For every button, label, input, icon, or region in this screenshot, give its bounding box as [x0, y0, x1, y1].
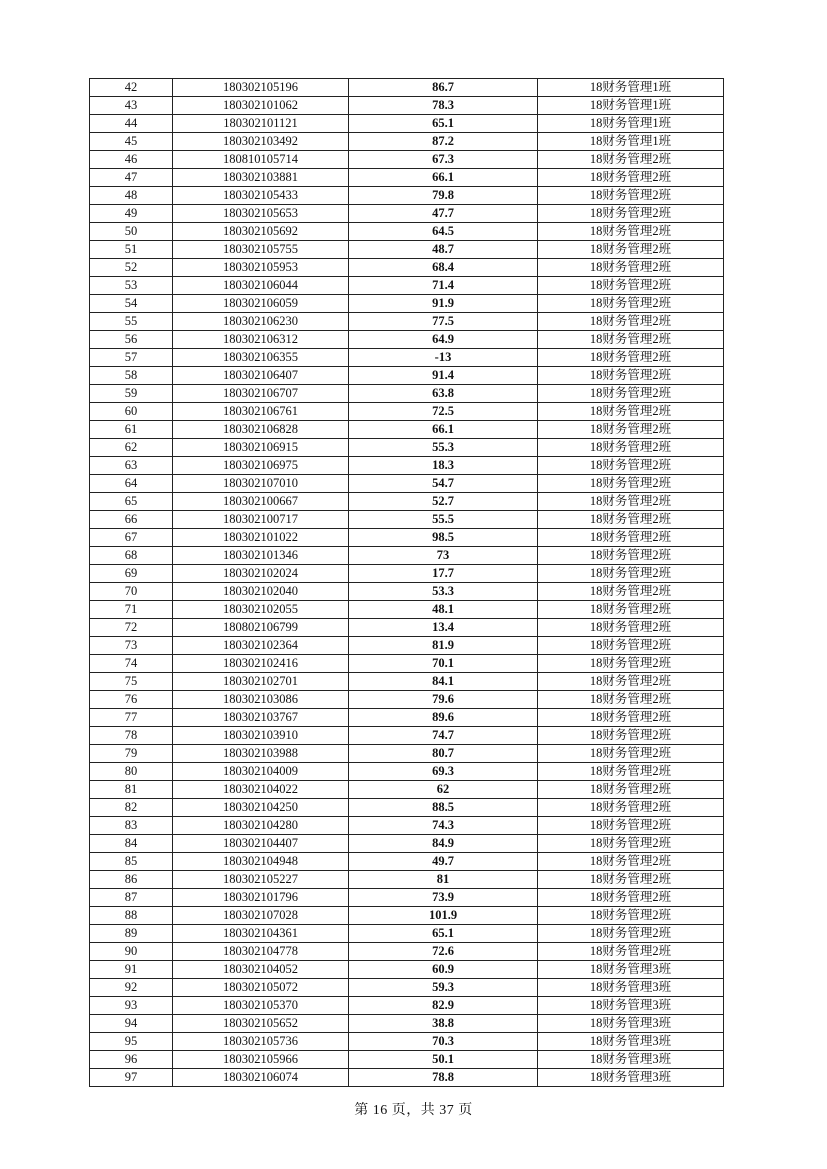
class-name-cell: 18财务管理2班 — [538, 493, 724, 511]
table-row — [90, 637, 724, 655]
score-cell: 48.7 — [349, 241, 538, 259]
class-name-cell: 18财务管理2班 — [538, 331, 724, 349]
student-id-cell: 180302105953 — [173, 259, 349, 277]
student-id-cell: 180302105653 — [173, 205, 349, 223]
row-number-cell: 78 — [90, 727, 173, 745]
score-table-body — [90, 79, 724, 1087]
table-row — [90, 187, 724, 205]
table-row — [90, 277, 724, 295]
class-name-cell: 18财务管理2班 — [538, 871, 724, 889]
score-cell: 47.7 — [349, 205, 538, 223]
row-number-cell: 60 — [90, 403, 173, 421]
score-cell: 81.9 — [349, 637, 538, 655]
table-row — [90, 97, 724, 115]
student-id-cell: 180302103086 — [173, 691, 349, 709]
student-id-cell: 180302106059 — [173, 295, 349, 313]
class-name-cell: 18财务管理2班 — [538, 403, 724, 421]
row-number-cell: 84 — [90, 835, 173, 853]
student-id-cell: 180302101346 — [173, 547, 349, 565]
row-number-cell: 65 — [90, 493, 173, 511]
score-cell: 49.7 — [349, 853, 538, 871]
table-row — [90, 925, 724, 943]
score-cell: 87.2 — [349, 133, 538, 151]
student-id-cell: 180302106312 — [173, 331, 349, 349]
row-number-cell: 46 — [90, 151, 173, 169]
class-name-cell: 18财务管理2班 — [538, 439, 724, 457]
table-row — [90, 151, 724, 169]
score-cell: 50.1 — [349, 1051, 538, 1069]
class-name-cell: 18财务管理2班 — [538, 205, 724, 223]
table-row — [90, 799, 724, 817]
score-cell: 65.1 — [349, 115, 538, 133]
row-number-cell: 44 — [90, 115, 173, 133]
class-name-cell: 18财务管理2班 — [538, 817, 724, 835]
class-name-cell: 18财务管理2班 — [538, 547, 724, 565]
student-id-cell: 180302102364 — [173, 637, 349, 655]
row-number-cell: 97 — [90, 1069, 173, 1087]
score-cell: 63.8 — [349, 385, 538, 403]
score-cell: 55.5 — [349, 511, 538, 529]
table-row — [90, 1015, 724, 1033]
student-id-cell: 180302104280 — [173, 817, 349, 835]
table-row — [90, 1051, 724, 1069]
row-number-cell: 53 — [90, 277, 173, 295]
table-row — [90, 853, 724, 871]
score-table — [89, 78, 724, 1087]
score-cell: 70.1 — [349, 655, 538, 673]
score-cell: 48.1 — [349, 601, 538, 619]
student-id-cell: 180802106799 — [173, 619, 349, 637]
student-id-cell: 180302105736 — [173, 1033, 349, 1051]
table-row — [90, 115, 724, 133]
row-number-cell: 80 — [90, 763, 173, 781]
table-row — [90, 457, 724, 475]
class-name-cell: 18财务管理1班 — [538, 115, 724, 133]
student-id-cell: 180302106707 — [173, 385, 349, 403]
score-cell: 91.9 — [349, 295, 538, 313]
score-cell: 68.4 — [349, 259, 538, 277]
student-id-cell: 180302104009 — [173, 763, 349, 781]
class-name-cell: 18财务管理2班 — [538, 655, 724, 673]
class-name-cell: 18财务管理2班 — [538, 763, 724, 781]
score-cell: 64.9 — [349, 331, 538, 349]
student-id-cell: 180302107010 — [173, 475, 349, 493]
table-row — [90, 331, 724, 349]
score-cell: 53.3 — [349, 583, 538, 601]
class-name-cell: 18财务管理2班 — [538, 835, 724, 853]
table-row — [90, 205, 724, 223]
score-cell: 84.9 — [349, 835, 538, 853]
row-number-cell: 67 — [90, 529, 173, 547]
class-name-cell: 18财务管理2班 — [538, 889, 724, 907]
student-id-cell: 180302105652 — [173, 1015, 349, 1033]
class-name-cell: 18财务管理2班 — [538, 943, 724, 961]
row-number-cell: 89 — [90, 925, 173, 943]
student-id-cell: 180302101121 — [173, 115, 349, 133]
class-name-cell: 18财务管理3班 — [538, 997, 724, 1015]
score-cell: 80.7 — [349, 745, 538, 763]
class-name-cell: 18财务管理2班 — [538, 583, 724, 601]
table-row — [90, 223, 724, 241]
student-id-cell: 180302107028 — [173, 907, 349, 925]
table-row — [90, 295, 724, 313]
table-row — [90, 871, 724, 889]
table-row — [90, 943, 724, 961]
table-row — [90, 835, 724, 853]
student-id-cell: 180302104052 — [173, 961, 349, 979]
row-number-cell: 51 — [90, 241, 173, 259]
student-id-cell: 180302106975 — [173, 457, 349, 475]
class-name-cell: 18财务管理2班 — [538, 349, 724, 367]
score-cell: 66.1 — [349, 169, 538, 187]
student-id-cell: 180302102416 — [173, 655, 349, 673]
table-row — [90, 961, 724, 979]
row-number-cell: 47 — [90, 169, 173, 187]
class-name-cell: 18财务管理2班 — [538, 457, 724, 475]
student-id-cell: 180810105714 — [173, 151, 349, 169]
table-row — [90, 889, 724, 907]
table-row — [90, 241, 724, 259]
score-cell: 13.4 — [349, 619, 538, 637]
table-row — [90, 439, 724, 457]
score-cell: 79.8 — [349, 187, 538, 205]
student-id-cell: 180302103910 — [173, 727, 349, 745]
table-row — [90, 421, 724, 439]
class-name-cell: 18财务管理2班 — [538, 781, 724, 799]
student-id-cell: 180302105433 — [173, 187, 349, 205]
student-id-cell: 180302102055 — [173, 601, 349, 619]
score-cell: 78.8 — [349, 1069, 538, 1087]
score-cell: 52.7 — [349, 493, 538, 511]
student-id-cell: 180302103767 — [173, 709, 349, 727]
class-name-cell: 18财务管理2班 — [538, 475, 724, 493]
student-id-cell: 180302105227 — [173, 871, 349, 889]
class-name-cell: 18财务管理2班 — [538, 673, 724, 691]
score-cell: 70.3 — [349, 1033, 538, 1051]
table-row — [90, 511, 724, 529]
student-id-cell: 180302105692 — [173, 223, 349, 241]
table-row — [90, 997, 724, 1015]
class-name-cell: 18财务管理2班 — [538, 529, 724, 547]
table-row — [90, 979, 724, 997]
score-cell: 17.7 — [349, 565, 538, 583]
score-cell: 84.1 — [349, 673, 538, 691]
student-id-cell: 180302106915 — [173, 439, 349, 457]
table-row — [90, 727, 724, 745]
table-row — [90, 655, 724, 673]
student-id-cell: 180302106044 — [173, 277, 349, 295]
student-id-cell: 180302105755 — [173, 241, 349, 259]
row-number-cell: 82 — [90, 799, 173, 817]
student-id-cell: 180302101062 — [173, 97, 349, 115]
table-row — [90, 583, 724, 601]
class-name-cell: 18财务管理2班 — [538, 385, 724, 403]
score-cell: 67.3 — [349, 151, 538, 169]
row-number-cell: 69 — [90, 565, 173, 583]
class-name-cell: 18财务管理2班 — [538, 511, 724, 529]
class-name-cell: 18财务管理3班 — [538, 979, 724, 997]
class-name-cell: 18财务管理2班 — [538, 421, 724, 439]
row-number-cell: 76 — [90, 691, 173, 709]
table-row — [90, 169, 724, 187]
row-number-cell: 85 — [90, 853, 173, 871]
class-name-cell: 18财务管理2班 — [538, 367, 724, 385]
score-cell: 55.3 — [349, 439, 538, 457]
class-name-cell: 18财务管理3班 — [538, 1033, 724, 1051]
score-cell: -13 — [349, 349, 538, 367]
student-id-cell: 180302101022 — [173, 529, 349, 547]
table-row — [90, 691, 724, 709]
row-number-cell: 86 — [90, 871, 173, 889]
table-row — [90, 259, 724, 277]
table-row — [90, 817, 724, 835]
table-row — [90, 79, 724, 97]
student-id-cell: 180302104361 — [173, 925, 349, 943]
table-row — [90, 1033, 724, 1051]
class-name-cell: 18财务管理2班 — [538, 313, 724, 331]
row-number-cell: 83 — [90, 817, 173, 835]
score-cell: 38.8 — [349, 1015, 538, 1033]
class-name-cell: 18财务管理2班 — [538, 295, 724, 313]
class-name-cell: 18财务管理2班 — [538, 601, 724, 619]
score-cell: 18.3 — [349, 457, 538, 475]
class-name-cell: 18财务管理2班 — [538, 709, 724, 727]
class-name-cell: 18财务管理2班 — [538, 925, 724, 943]
row-number-cell: 61 — [90, 421, 173, 439]
student-id-cell: 180302100717 — [173, 511, 349, 529]
student-id-cell: 180302105072 — [173, 979, 349, 997]
student-id-cell: 180302104250 — [173, 799, 349, 817]
table-row — [90, 619, 724, 637]
class-name-cell: 18财务管理2班 — [538, 853, 724, 871]
class-name-cell: 18财务管理3班 — [538, 1069, 724, 1087]
row-number-cell: 58 — [90, 367, 173, 385]
class-name-cell: 18财务管理2班 — [538, 187, 724, 205]
row-number-cell: 48 — [90, 187, 173, 205]
table-row — [90, 403, 724, 421]
score-cell: 101.9 — [349, 907, 538, 925]
table-row — [90, 547, 724, 565]
score-cell: 59.3 — [349, 979, 538, 997]
class-name-cell: 18财务管理2班 — [538, 907, 724, 925]
table-row — [90, 673, 724, 691]
student-id-cell: 180302104022 — [173, 781, 349, 799]
student-id-cell: 180302106230 — [173, 313, 349, 331]
row-number-cell: 70 — [90, 583, 173, 601]
class-name-cell: 18财务管理2班 — [538, 277, 724, 295]
score-cell: 74.3 — [349, 817, 538, 835]
student-id-cell: 180302102040 — [173, 583, 349, 601]
score-cell: 65.1 — [349, 925, 538, 943]
class-name-cell: 18财务管理2班 — [538, 241, 724, 259]
row-number-cell: 66 — [90, 511, 173, 529]
class-name-cell: 18财务管理1班 — [538, 133, 724, 151]
row-number-cell: 92 — [90, 979, 173, 997]
row-number-cell: 81 — [90, 781, 173, 799]
class-name-cell: 18财务管理2班 — [538, 691, 724, 709]
row-number-cell: 77 — [90, 709, 173, 727]
score-cell: 98.5 — [349, 529, 538, 547]
table-row — [90, 781, 724, 799]
row-number-cell: 91 — [90, 961, 173, 979]
row-number-cell: 50 — [90, 223, 173, 241]
score-cell: 77.5 — [349, 313, 538, 331]
row-number-cell: 54 — [90, 295, 173, 313]
student-id-cell: 180302103881 — [173, 169, 349, 187]
score-cell: 71.4 — [349, 277, 538, 295]
row-number-cell: 62 — [90, 439, 173, 457]
student-id-cell: 180302106761 — [173, 403, 349, 421]
row-number-cell: 42 — [90, 79, 173, 97]
table-row — [90, 475, 724, 493]
student-id-cell: 180302106074 — [173, 1069, 349, 1087]
table-row — [90, 133, 724, 151]
row-number-cell: 96 — [90, 1051, 173, 1069]
row-number-cell: 55 — [90, 313, 173, 331]
score-cell: 88.5 — [349, 799, 538, 817]
table-row — [90, 907, 724, 925]
student-id-cell: 180302103988 — [173, 745, 349, 763]
row-number-cell: 45 — [90, 133, 173, 151]
table-row — [90, 745, 724, 763]
score-cell: 86.7 — [349, 79, 538, 97]
table-row — [90, 493, 724, 511]
score-cell: 91.4 — [349, 367, 538, 385]
row-number-cell: 73 — [90, 637, 173, 655]
class-name-cell: 18财务管理3班 — [538, 1015, 724, 1033]
row-number-cell: 57 — [90, 349, 173, 367]
score-cell: 74.7 — [349, 727, 538, 745]
row-number-cell: 52 — [90, 259, 173, 277]
class-name-cell: 18财务管理2班 — [538, 565, 724, 583]
student-id-cell: 180302104778 — [173, 943, 349, 961]
table-row — [90, 1069, 724, 1087]
row-number-cell: 63 — [90, 457, 173, 475]
row-number-cell: 90 — [90, 943, 173, 961]
row-number-cell: 94 — [90, 1015, 173, 1033]
row-number-cell: 56 — [90, 331, 173, 349]
page-footer: 第 16 页，共 37 页 — [354, 1103, 473, 1118]
class-name-cell: 18财务管理2班 — [538, 637, 724, 655]
student-id-cell: 180302104948 — [173, 853, 349, 871]
row-number-cell: 49 — [90, 205, 173, 223]
student-id-cell: 180302105966 — [173, 1051, 349, 1069]
class-name-cell: 18财务管理3班 — [538, 961, 724, 979]
row-number-cell: 43 — [90, 97, 173, 115]
score-cell: 66.1 — [349, 421, 538, 439]
score-cell: 73 — [349, 547, 538, 565]
student-id-cell: 180302106407 — [173, 367, 349, 385]
student-id-cell: 180302100667 — [173, 493, 349, 511]
score-cell: 78.3 — [349, 97, 538, 115]
student-id-cell: 180302104407 — [173, 835, 349, 853]
table-row — [90, 313, 724, 331]
class-name-cell: 18财务管理2班 — [538, 151, 724, 169]
score-cell: 73.9 — [349, 889, 538, 907]
row-number-cell: 88 — [90, 907, 173, 925]
row-number-cell: 71 — [90, 601, 173, 619]
student-id-cell: 180302105196 — [173, 79, 349, 97]
score-cell: 69.3 — [349, 763, 538, 781]
class-name-cell: 18财务管理2班 — [538, 745, 724, 763]
row-number-cell: 79 — [90, 745, 173, 763]
row-number-cell: 75 — [90, 673, 173, 691]
score-cell: 81 — [349, 871, 538, 889]
table-row — [90, 763, 724, 781]
table-row — [90, 349, 724, 367]
student-id-cell: 180302102701 — [173, 673, 349, 691]
row-number-cell: 64 — [90, 475, 173, 493]
table-row — [90, 385, 724, 403]
table-row — [90, 367, 724, 385]
student-id-cell: 180302106355 — [173, 349, 349, 367]
score-cell: 60.9 — [349, 961, 538, 979]
row-number-cell: 72 — [90, 619, 173, 637]
score-cell: 62 — [349, 781, 538, 799]
student-id-cell: 180302102024 — [173, 565, 349, 583]
row-number-cell: 93 — [90, 997, 173, 1015]
row-number-cell: 87 — [90, 889, 173, 907]
table-row — [90, 529, 724, 547]
score-cell: 89.6 — [349, 709, 538, 727]
class-name-cell: 18财务管理2班 — [538, 727, 724, 745]
student-id-cell: 180302101796 — [173, 889, 349, 907]
class-name-cell: 18财务管理2班 — [538, 223, 724, 241]
table-row — [90, 601, 724, 619]
table-row — [90, 565, 724, 583]
score-cell: 72.5 — [349, 403, 538, 421]
class-name-cell: 18财务管理2班 — [538, 619, 724, 637]
class-name-cell: 18财务管理2班 — [538, 169, 724, 187]
student-id-cell: 180302105370 — [173, 997, 349, 1015]
student-id-cell: 180302103492 — [173, 133, 349, 151]
score-cell: 72.6 — [349, 943, 538, 961]
score-cell: 82.9 — [349, 997, 538, 1015]
class-name-cell: 18财务管理1班 — [538, 79, 724, 97]
class-name-cell: 18财务管理2班 — [538, 259, 724, 277]
row-number-cell: 95 — [90, 1033, 173, 1051]
row-number-cell: 59 — [90, 385, 173, 403]
score-cell: 54.7 — [349, 475, 538, 493]
class-name-cell: 18财务管理1班 — [538, 97, 724, 115]
row-number-cell: 68 — [90, 547, 173, 565]
score-cell: 64.5 — [349, 223, 538, 241]
class-name-cell: 18财务管理2班 — [538, 799, 724, 817]
score-cell: 79.6 — [349, 691, 538, 709]
row-number-cell: 74 — [90, 655, 173, 673]
class-name-cell: 18财务管理3班 — [538, 1051, 724, 1069]
table-row — [90, 709, 724, 727]
student-id-cell: 180302106828 — [173, 421, 349, 439]
